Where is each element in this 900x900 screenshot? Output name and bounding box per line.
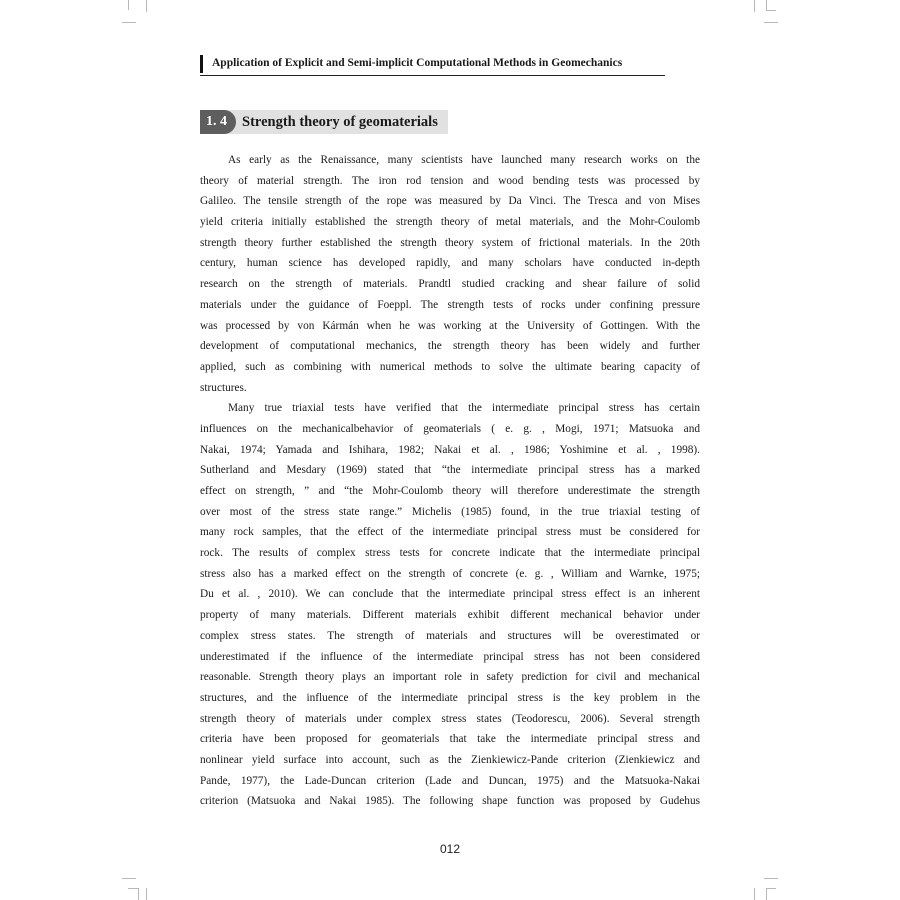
crop-mark <box>764 878 778 879</box>
crop-mark <box>128 888 138 889</box>
crop-mark <box>146 0 147 12</box>
crop-mark <box>766 0 767 10</box>
text-line: Nakai, 1974; Yamada and Ishihara, 1982; Nakai et al. , 1986; Yoshimine et al. , 1998). <box>200 443 700 456</box>
text-line: many rock samples, that the effect of the intermediate principal stress must be considered for <box>200 526 700 539</box>
text-line: theory of material strength. The iron rod tension and wood bending tests was processed by <box>200 174 700 187</box>
text-line: influences on the mechanicalbehavior of geomaterials ( e. g. , Mogi, 1971; Matsuoka and <box>200 422 700 435</box>
text-line: reasonable. Strength theory plays an important role in safety prediction for civil and mechanical <box>200 671 700 684</box>
running-title: Application of Explicit and Semi-implicit Computational Methods in Geomechanics <box>212 57 623 69</box>
text-line: Pande, 1977), the Lade-Duncan criterion (Lade and Duncan, 1975) and the Matsuoka-Nakai <box>200 774 700 787</box>
body-text <box>200 150 700 812</box>
text-line: nonlinear yield surface into account, such as the Zienkiewicz-Pande criterion (Zienkiewicz and <box>200 753 700 766</box>
crop-mark <box>122 878 136 879</box>
text-line: strength theory further established the strength theory system of frictional materials. In the 20th <box>200 236 700 249</box>
section-heading <box>200 110 448 134</box>
text-line: Sutherland and Mesdary (1969) stated that “the intermediate principal stress has a marked <box>200 464 700 477</box>
text-line: structures, and the influence of the intermediate principal stress is the key problem in the <box>200 691 700 704</box>
page-number: 012 <box>439 842 461 856</box>
text-line: Many true triaxial tests have verified that the intermediate principal stress has certain <box>228 402 700 415</box>
text-line: materials under the guidance of Foeppl. The strength tests of rocks under confining pressure <box>200 298 700 311</box>
text-line: Du et al. , 2010). We can conclude that the intermediate principal stress effect is an inherent <box>200 588 700 601</box>
header-bar <box>200 55 203 73</box>
crop-mark <box>754 0 755 12</box>
text-line: applied, such as combining with numerical methods to solve the ultimate bearing capacity of <box>200 360 700 373</box>
crop-mark <box>128 0 129 10</box>
crop-mark <box>138 888 139 900</box>
text-line: structures. <box>200 381 247 394</box>
text-line: research on the strength of materials. Prandtl studied cracking and shear failure of solid <box>200 278 700 291</box>
text-line: Galileo. The tensile strength of the rope was measured by Da Vinci. The Tresca and von Mises <box>200 195 700 208</box>
paragraph-1 <box>200 150 700 398</box>
text-line: criterion (Matsuoka and Nakai 1985). The following shape function was proposed by Gudehus <box>200 795 700 808</box>
running-header <box>200 55 665 76</box>
section-title: Strength theory of geomaterials <box>242 113 438 130</box>
crop-mark <box>766 888 767 900</box>
section-number: 1. 4 <box>200 110 236 134</box>
crop-mark <box>766 888 776 889</box>
text-line: As early as the Renaissance, many scientists have launched many research works on the <box>228 154 700 166</box>
text-line: stress also has a marked effect on the strength of concrete (e. g. , William and Warnke, 1975; <box>200 567 700 580</box>
text-line: development of computational mechanics, the strength theory has been widely and further <box>200 340 700 353</box>
crop-mark <box>764 22 778 23</box>
text-line: yield criteria initially established the strength theory of metal materials, and the Mohr-Coulomb <box>200 216 700 229</box>
text-line: underestimated if the influence of the intermediate principal stress has not been considered <box>200 650 700 663</box>
text-line: over most of the stress state range.” Michelis (1985) found, in the true triaxial testing of <box>200 505 700 518</box>
crop-mark <box>766 10 776 11</box>
crop-mark <box>122 22 136 23</box>
text-line: was processed by von Kármán when he was working at the University of Gottingen. With the <box>200 319 700 332</box>
text-line: complex stress states. The strength of materials and structures will be overestimated or <box>200 629 700 642</box>
text-line: effect on strength, ” and “the Mohr-Coulomb theory will therefore underestimate the strength <box>200 485 700 497</box>
text-line: criteria have been proposed for geomaterials that take the intermediate principal stress and <box>200 733 700 746</box>
text-line: property of many materials. Different materials exhibit different mechanical behavior under <box>200 609 700 622</box>
text-line: rock. The results of complex stress tests for concrete indicate that the intermediate principal <box>200 547 700 560</box>
crop-mark <box>754 888 755 900</box>
text-line: strength theory of materials under complex stress states (Teodorescu, 2006). Several strength <box>200 712 700 725</box>
crop-mark <box>146 888 147 900</box>
text-line: century, human science has developed rapidly, and many scholars have conducted in-depth <box>200 257 700 270</box>
paragraph-2 <box>200 398 700 812</box>
